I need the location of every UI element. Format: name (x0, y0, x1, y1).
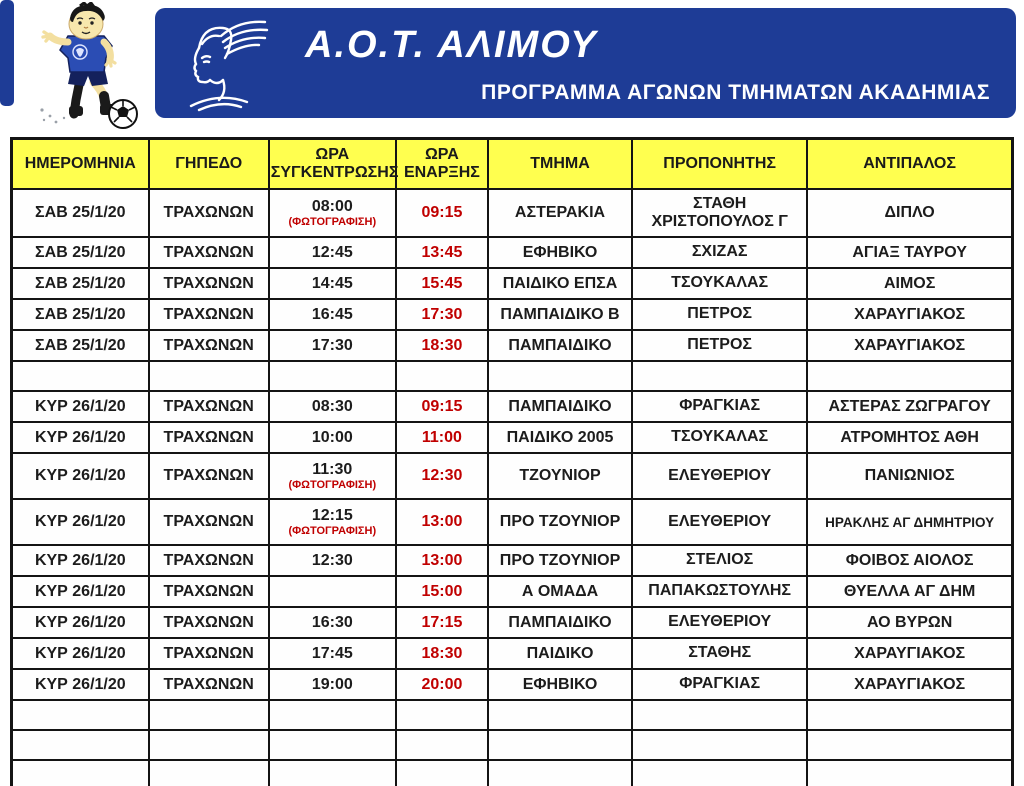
cell-date (12, 760, 149, 786)
cell-start-time: 11:00 (396, 422, 488, 453)
left-blue-bar (0, 0, 14, 106)
match-row (12, 237, 1013, 268)
cell-opponent (807, 760, 1012, 786)
cell-coach (632, 700, 807, 730)
match-row (12, 499, 1013, 545)
cell-coach: ΠΑΠΑΚΩΣΤΟΥΛΗΣ (632, 576, 807, 607)
cell-coach (632, 361, 807, 391)
gather-time-value: 16:45 (311, 305, 353, 323)
cell-venue: ΤΡΑΧΩΝΩΝ (149, 299, 269, 330)
cell-start-time: 18:30 (396, 638, 488, 669)
match-row (12, 545, 1013, 576)
cell-date: ΚΥΡ 26/1/20 (12, 499, 149, 545)
col-header-start-time: ΩΡΑ ΕΝΑΡΞΗΣ (396, 139, 488, 190)
cell-venue: ΤΡΑΧΩΝΩΝ (149, 330, 269, 361)
cell-coach: ΕΛΕΥΘΕΡΙΟΥ (632, 607, 807, 638)
cell-coach: ΠΕΤΡΟΣ (632, 330, 807, 361)
cell-gather-time (269, 669, 396, 700)
cell-date (12, 361, 149, 391)
empty-row (12, 361, 1013, 391)
cell-coach: ΣΤΑΘΗΣ (632, 638, 807, 669)
cell-coach: ΤΣΟΥΚΑΛΑΣ (632, 422, 807, 453)
cell-team (488, 760, 632, 786)
cell-date: ΚΥΡ 26/1/20 (12, 669, 149, 700)
cell-opponent: ΔΙΠΛΟ (807, 189, 1012, 237)
cell-start-time (396, 361, 488, 391)
match-row (12, 607, 1013, 638)
match-row (12, 638, 1013, 669)
match-row (12, 422, 1013, 453)
cell-start-time: 15:00 (396, 576, 488, 607)
cell-opponent: ΧΑΡΑΥΓΙΑΚΟΣ (807, 330, 1012, 361)
cell-opponent (807, 730, 1012, 760)
match-row (12, 453, 1013, 499)
cell-coach: ΠΕΤΡΟΣ (632, 299, 807, 330)
cell-team: Α ΟΜΑΔΑ (488, 576, 632, 607)
gather-time-value: 14:45 (311, 274, 353, 292)
cell-team: ΠΑΜΠΑΙΔΙΚΟ (488, 330, 632, 361)
mascot-boy-soccer-icon (20, 2, 152, 130)
cell-venue: ΤΡΑΧΩΝΩΝ (149, 237, 269, 268)
cell-team: ΑΣΤΕΡΑΚΙΑ (488, 189, 632, 237)
photo-session-note: (ΦΩΤΟΓΡΑΦΙΣΗ) (288, 478, 377, 491)
gather-time-value: 12:45 (311, 243, 353, 261)
gather-time-value: 11:30 (312, 461, 353, 479)
cell-venue (149, 760, 269, 786)
schedule-table (10, 137, 1014, 786)
cell-team: ΠΑΙΔΙΚΟ ΕΠΣΑ (488, 268, 632, 299)
cell-gather-time (269, 330, 396, 361)
cell-venue: ΤΡΑΧΩΝΩΝ (149, 499, 269, 545)
col-header-coach: ΠΡΟΠΟΝΗΤΗΣ (632, 139, 807, 190)
cell-start-time: 09:15 (396, 391, 488, 422)
cell-start-time: 13:45 (396, 237, 488, 268)
cell-coach: ΣΤΑΘΗ ΧΡΙΣΤΟΠΟΥΛΟΣ Γ (632, 189, 807, 237)
cell-opponent: ΧΑΡΑΥΓΙΑΚΟΣ (807, 669, 1012, 700)
cell-coach: ΕΛΕΥΘΕΡΙΟΥ (632, 453, 807, 499)
match-row (12, 576, 1013, 607)
cell-start-time: 15:45 (396, 268, 488, 299)
cell-opponent: ΧΑΡΑΥΓΙΑΚΟΣ (807, 299, 1012, 330)
cell-opponent (807, 700, 1012, 730)
cell-date (12, 700, 149, 730)
cell-gather-time (269, 700, 396, 730)
gather-time-value: 08:00 (311, 198, 353, 216)
gather-time-value: 10:00 (311, 428, 353, 446)
photo-session-note: (ΦΩΤΟΓΡΑΦΙΣΗ) (288, 215, 377, 228)
gather-time-value: 17:30 (311, 336, 353, 354)
col-header-team: ΤΜΗΜΑ (488, 139, 632, 190)
cell-coach: ΣΤΕΛΙΟΣ (632, 545, 807, 576)
col-header-date: ΗΜΕΡΟΜΗΝΙΑ (12, 139, 149, 190)
gather-time-value: 19:00 (311, 675, 353, 693)
cell-team: ΤΖΟΥΝΙΟΡ (488, 453, 632, 499)
cell-date: ΚΥΡ 26/1/20 (12, 607, 149, 638)
cell-opponent: ΧΑΡΑΥΓΙΑΚΟΣ (807, 638, 1012, 669)
empty-row (12, 700, 1013, 730)
cell-team (488, 700, 632, 730)
cell-team (488, 361, 632, 391)
cell-date: ΣΑΒ 25/1/20 (12, 237, 149, 268)
cell-gather-time (269, 391, 396, 422)
cell-venue: ΤΡΑΧΩΝΩΝ (149, 669, 269, 700)
cell-team: ΕΦΗΒΙΚΟ (488, 669, 632, 700)
gather-time-value: 12:15 (311, 507, 353, 525)
cell-opponent: ΑΟ ΒΥΡΩΝ (807, 607, 1012, 638)
cell-gather-time (269, 361, 396, 391)
cell-gather-time (269, 730, 396, 760)
cell-date (12, 730, 149, 760)
cell-date: ΚΥΡ 26/1/20 (12, 545, 149, 576)
cell-date: ΚΥΡ 26/1/20 (12, 453, 149, 499)
cell-gather-time (269, 189, 396, 237)
cell-venue (149, 730, 269, 760)
cell-opponent: ΑΣΤΕΡΑΣ ΖΩΓΡΑΓΟΥ (807, 391, 1012, 422)
cell-date: ΣΑΒ 25/1/20 (12, 299, 149, 330)
cell-opponent: ΦΟΙΒΟΣ ΑΙΟΛΟΣ (807, 545, 1012, 576)
cell-date: ΚΥΡ 26/1/20 (12, 576, 149, 607)
cell-date: ΚΥΡ 26/1/20 (12, 638, 149, 669)
cell-gather-time (269, 237, 396, 268)
gather-time-value: 12:30 (311, 551, 353, 569)
cell-venue (149, 700, 269, 730)
cell-start-time: 20:00 (396, 669, 488, 700)
cell-venue: ΤΡΑΧΩΝΩΝ (149, 189, 269, 237)
cell-coach (632, 730, 807, 760)
cell-team: ΠΑΜΠΑΙΔΙΚΟ Β (488, 299, 632, 330)
cell-coach: ΦΡΑΓΚΙΑΣ (632, 669, 807, 700)
cell-opponent: ΑΤΡΟΜΗΤΟΣ ΑΘΗ (807, 422, 1012, 453)
cell-team: ΠΡΟ ΤΖΟΥΝΙΟΡ (488, 545, 632, 576)
cell-start-time: 17:15 (396, 607, 488, 638)
cell-coach: ΦΡΑΓΚΙΑΣ (632, 391, 807, 422)
cell-gather-time (269, 545, 396, 576)
cell-gather-time (269, 607, 396, 638)
empty-row (12, 730, 1013, 760)
cell-start-time (396, 760, 488, 786)
cell-team: ΠΑΙΔΙΚΟ (488, 638, 632, 669)
cell-gather-time (269, 499, 396, 545)
cell-venue: ΤΡΑΧΩΝΩΝ (149, 391, 269, 422)
cell-gather-time (269, 638, 396, 669)
match-row (12, 391, 1013, 422)
cell-venue (149, 361, 269, 391)
empty-row (12, 760, 1013, 786)
cell-opponent: ΘΥΕΛΛΑ ΑΓ ΔΗΜ (807, 576, 1012, 607)
cell-coach: ΕΛΕΥΘΕΡΙΟΥ (632, 499, 807, 545)
gather-time-value: 16:30 (311, 613, 353, 631)
schedule-table-body (12, 189, 1013, 786)
cell-date: ΚΥΡ 26/1/20 (12, 422, 149, 453)
cell-team: ΠΑΜΠΑΙΔΙΚΟ (488, 391, 632, 422)
cell-team: ΕΦΗΒΙΚΟ (488, 237, 632, 268)
cell-date: ΣΑΒ 25/1/20 (12, 189, 149, 237)
gather-time-value: 08:30 (311, 397, 353, 415)
header-row (12, 139, 1013, 190)
cell-venue: ΤΡΑΧΩΝΩΝ (149, 607, 269, 638)
cell-team (488, 730, 632, 760)
cell-date: ΣΑΒ 25/1/20 (12, 330, 149, 361)
cell-gather-time (269, 268, 396, 299)
cell-coach (632, 760, 807, 786)
photo-session-note: (ΦΩΤΟΓΡΑΦΙΣΗ) (288, 524, 377, 537)
cell-opponent: ΑΓΙΑΞ ΤΑΥΡΟΥ (807, 237, 1012, 268)
cell-gather-time (269, 453, 396, 499)
cell-coach: ΤΣΟΥΚΑΛΑΣ (632, 268, 807, 299)
cell-start-time (396, 730, 488, 760)
schedule-table-header (12, 139, 1013, 190)
cell-venue: ΤΡΑΧΩΝΩΝ (149, 422, 269, 453)
club-title: Α.Ο.Τ. ΑΛΙΜΟΥ (305, 24, 598, 66)
cell-start-time: 13:00 (396, 545, 488, 576)
cell-opponent (807, 361, 1012, 391)
cell-start-time: 18:30 (396, 330, 488, 361)
gather-time-value: 17:45 (311, 644, 353, 662)
cell-start-time: 17:30 (396, 299, 488, 330)
cell-date: ΣΑΒ 25/1/20 (12, 268, 149, 299)
cell-start-time: 12:30 (396, 453, 488, 499)
cell-team: ΠΡΟ ΤΖΟΥΝΙΟΡ (488, 499, 632, 545)
cell-venue: ΤΡΑΧΩΝΩΝ (149, 453, 269, 499)
cell-venue: ΤΡΑΧΩΝΩΝ (149, 268, 269, 299)
hermes-logo-icon (169, 14, 279, 114)
cell-coach: ΣΧΙΖΑΣ (632, 237, 807, 268)
cell-opponent: ΠΑΝΙΩΝΙΟΣ (807, 453, 1012, 499)
cell-gather-time (269, 299, 396, 330)
cell-venue: ΤΡΑΧΩΝΩΝ (149, 638, 269, 669)
cell-gather-time (269, 760, 396, 786)
col-header-gather-time: ΩΡΑ ΣΥΓΚΕΝΤΡΩΣΗΣ (269, 139, 396, 190)
col-header-venue: ΓΗΠΕΔΟ (149, 139, 269, 190)
club-banner (155, 8, 1016, 118)
cell-gather-time (269, 576, 396, 607)
cell-opponent: ΑΙΜΟΣ (807, 268, 1012, 299)
cell-venue: ΤΡΑΧΩΝΩΝ (149, 576, 269, 607)
cell-start-time (396, 700, 488, 730)
match-row (12, 669, 1013, 700)
cell-venue: ΤΡΑΧΩΝΩΝ (149, 545, 269, 576)
cell-opponent: ΗΡΑΚΛΗΣ ΑΓ ΔΗΜΗΤΡΙΟΥ (807, 499, 1012, 545)
match-row (12, 330, 1013, 361)
match-row (12, 299, 1013, 330)
col-header-opponent: ΑΝΤΙΠΑΛΟΣ (807, 139, 1012, 190)
schedule-subtitle: ΠΡΟΓΡΑΜΜΑ ΑΓΩΝΩΝ ΤΜΗΜΑΤΩΝ ΑΚΑΔΗΜΙΑΣ (481, 81, 990, 104)
cell-date: ΚΥΡ 26/1/20 (12, 391, 149, 422)
cell-team: ΠΑΙΔΙΚΟ 2005 (488, 422, 632, 453)
cell-team: ΠΑΜΠΑΙΔΙΚΟ (488, 607, 632, 638)
match-row (12, 268, 1013, 299)
match-row (12, 189, 1013, 237)
cell-start-time: 09:15 (396, 189, 488, 237)
cell-start-time: 13:00 (396, 499, 488, 545)
cell-gather-time (269, 422, 396, 453)
